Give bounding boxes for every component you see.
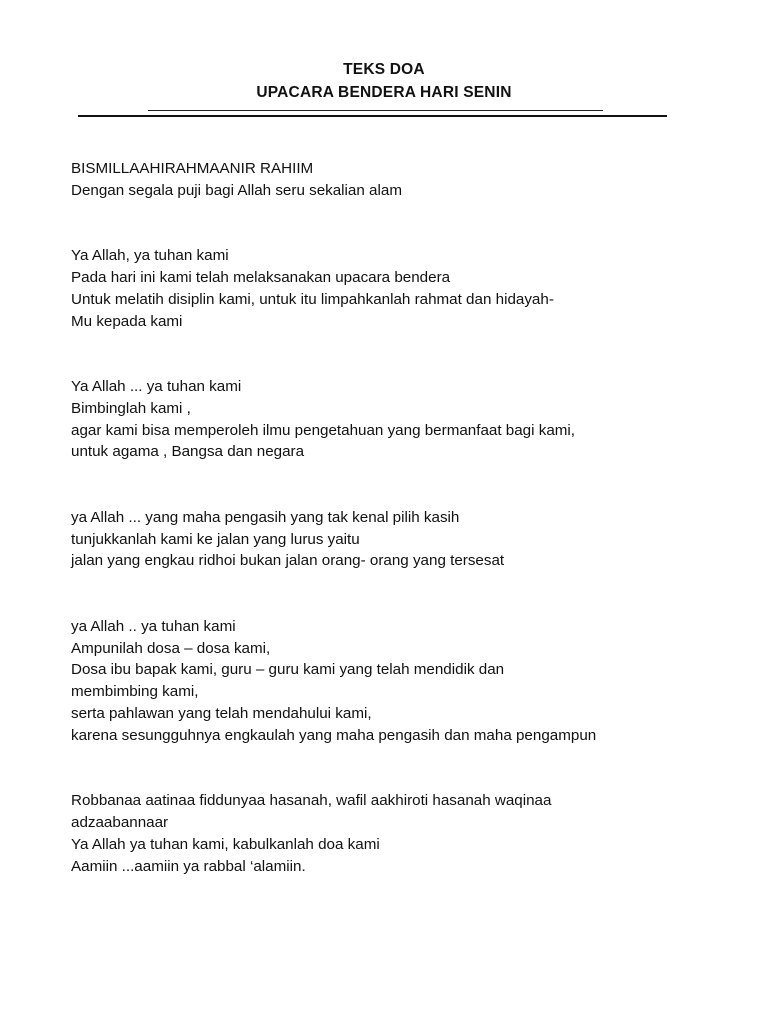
prayer-line: Robbanaa aatinaa fiddunyaa hasanah, wafil aakhiroti hasanah waqinaa xyxy=(71,792,552,810)
prayer-line: Ampunilah dosa – dosa kami, xyxy=(71,639,271,657)
prayer-line: Pada hari ini kami telah melaksanakan upacara bendera xyxy=(71,268,451,286)
prayer-paragraph xyxy=(71,790,711,877)
prayer-line: jalan yang engkau ridhoi bukan jalan orang- orang yang tersesat xyxy=(71,552,505,570)
prayer-paragraph xyxy=(71,376,711,463)
prayer-line: adzaabannaar xyxy=(71,813,169,831)
title-underline-thick xyxy=(78,115,667,117)
prayer-line: untuk agama , Bangsa dan negara xyxy=(71,443,305,461)
prayer-line: ya Allah ... yang maha pengasih yang tak kenal pilih kasih xyxy=(71,508,460,526)
prayer-line: serta pahlawan yang telah mendahului kami, xyxy=(71,704,372,722)
title-underline-thin xyxy=(148,110,603,111)
prayer-line: Mu kepada kami xyxy=(71,312,183,330)
prayer-paragraph xyxy=(71,616,711,747)
prayer-paragraph xyxy=(71,158,711,202)
document-subtitle: UPACARA BENDERA HARI SENIN xyxy=(256,84,512,101)
prayer-line: tunjukkanlah kami ke jalan yang lurus yaitu xyxy=(71,530,360,548)
prayer-line: Dengan segala puji bagi Allah seru sekalian alam xyxy=(71,181,402,199)
prayer-paragraph xyxy=(71,507,711,572)
prayer-line: membimbing kami, xyxy=(71,683,199,701)
prayer-line: Ya Allah ya tuhan kami, kabulkanlah doa kami xyxy=(71,835,380,853)
prayer-text-body xyxy=(71,158,711,921)
prayer-line: Untuk melatih disiplin kami, untuk itu limpahkanlah rahmat dan hidayah- xyxy=(71,290,554,308)
prayer-line: Ya Allah ... ya tuhan kami xyxy=(71,377,242,395)
prayer-line: agar kami bisa memperoleh ilmu pengetahuan yang bermanfaat bagi kami, xyxy=(71,421,576,439)
prayer-line: BISMILLAAHIRAHMAANIR RAHIIM xyxy=(71,160,314,177)
prayer-line: Ya Allah, ya tuhan kami xyxy=(71,247,229,265)
document-title: TEKS DOA xyxy=(343,61,425,78)
prayer-line: Bimbinglah kami , xyxy=(71,399,191,417)
prayer-paragraph xyxy=(71,245,711,332)
prayer-line: ya Allah .. ya tuhan kami xyxy=(71,617,236,635)
prayer-line: Dosa ibu bapak kami, guru – guru kami yang telah mendidik dan xyxy=(71,661,505,679)
prayer-line: karena sesungguhnya engkaulah yang maha pengasih dan maha pengampun xyxy=(71,726,597,744)
prayer-line: Aamiin ...aamiin ya rabbal ‘alamiin. xyxy=(71,857,306,875)
